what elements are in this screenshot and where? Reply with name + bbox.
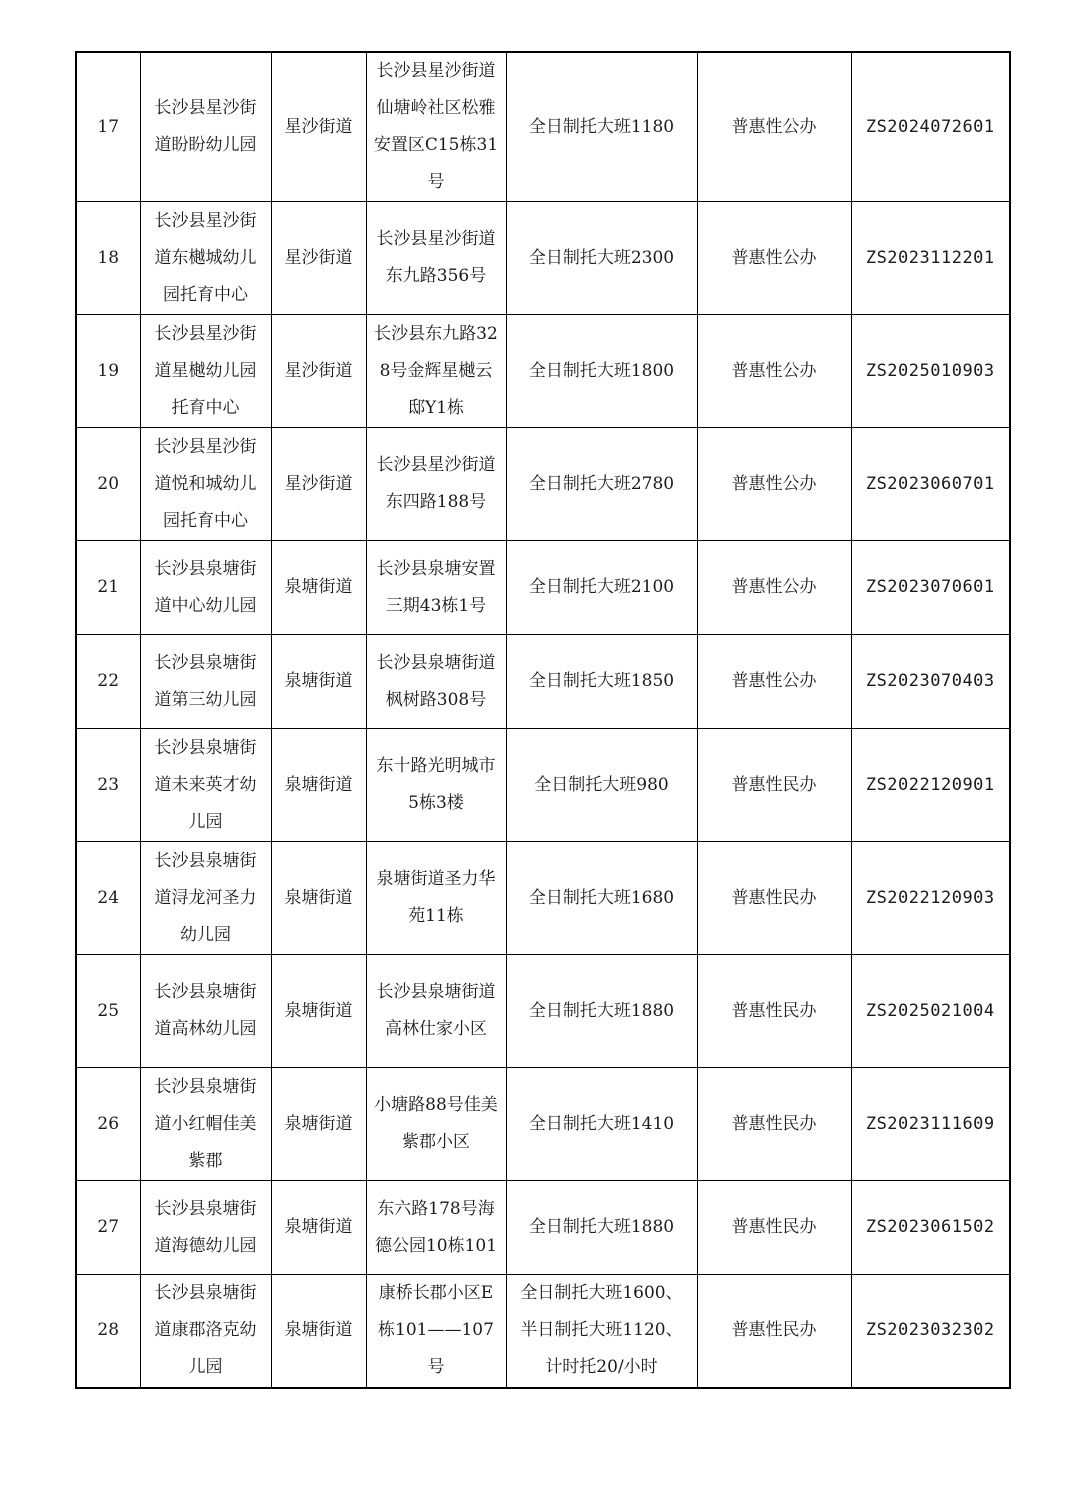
cell-index: 25 — [76, 955, 140, 1068]
cell-fee: 全日制托大班1180 — [506, 52, 697, 202]
cell-registration-code: ZS2023060701 — [851, 428, 1010, 541]
cell-index: 26 — [76, 1068, 140, 1181]
cell-registration-code: ZS2023061502 — [851, 1181, 1010, 1275]
cell-street: 泉塘街道 — [271, 1068, 366, 1181]
cell-registration-code: ZS2024072601 — [851, 52, 1010, 202]
cell-institution-name: 长沙县泉塘街道高林幼儿园 — [140, 955, 271, 1068]
cell-index: 21 — [76, 541, 140, 635]
cell-institution-name: 长沙县星沙街道盼盼幼儿园 — [140, 52, 271, 202]
cell-index: 28 — [76, 1275, 140, 1388]
cell-street: 泉塘街道 — [271, 842, 366, 955]
cell-type: 普惠性民办 — [697, 1068, 851, 1181]
cell-street: 星沙街道 — [271, 315, 366, 428]
cell-index: 17 — [76, 52, 140, 202]
cell-index: 22 — [76, 635, 140, 729]
cell-registration-code: ZS2025021004 — [851, 955, 1010, 1068]
cell-institution-name: 长沙县星沙街道东樾城幼儿园托育中心 — [140, 202, 271, 315]
cell-institution-name: 长沙县泉塘街道未来英才幼儿园 — [140, 729, 271, 842]
cell-address: 泉塘街道圣力华苑11栋 — [366, 842, 506, 955]
cell-registration-code: ZS2022120901 — [851, 729, 1010, 842]
table-row — [76, 1181, 1010, 1275]
table-row — [76, 1068, 1010, 1181]
cell-fee: 全日制托大班2780 — [506, 428, 697, 541]
cell-fee: 全日制托大班1880 — [506, 1181, 697, 1275]
table-row — [76, 202, 1010, 315]
cell-registration-code: ZS2022120903 — [851, 842, 1010, 955]
cell-index: 18 — [76, 202, 140, 315]
cell-institution-name: 长沙县泉塘街道小红帽佳美紫郡 — [140, 1068, 271, 1181]
cell-index: 23 — [76, 729, 140, 842]
cell-address: 长沙县泉塘街道高林仕家小区 — [366, 955, 506, 1068]
cell-street: 泉塘街道 — [271, 541, 366, 635]
cell-address: 长沙县星沙街道东四路188号 — [366, 428, 506, 541]
cell-address: 东十路光明城市5栋3楼 — [366, 729, 506, 842]
cell-street: 泉塘街道 — [271, 729, 366, 842]
cell-type: 普惠性民办 — [697, 955, 851, 1068]
cell-type: 普惠性公办 — [697, 428, 851, 541]
cell-index: 27 — [76, 1181, 140, 1275]
cell-address: 长沙县东九路328号金辉星樾云邸Y1栋 — [366, 315, 506, 428]
cell-fee: 全日制托大班1880 — [506, 955, 697, 1068]
table-body — [76, 52, 1010, 1388]
cell-street: 泉塘街道 — [271, 955, 366, 1068]
table-row — [76, 729, 1010, 842]
cell-street: 星沙街道 — [271, 52, 366, 202]
cell-index: 24 — [76, 842, 140, 955]
cell-address: 长沙县泉塘街道枫树路308号 — [366, 635, 506, 729]
cell-institution-name: 长沙县星沙街道星樾幼儿园托育中心 — [140, 315, 271, 428]
cell-street: 泉塘街道 — [271, 1275, 366, 1388]
cell-registration-code: ZS2023112201 — [851, 202, 1010, 315]
cell-type: 普惠性公办 — [697, 635, 851, 729]
table-row — [76, 541, 1010, 635]
table-row — [76, 635, 1010, 729]
table-row — [76, 52, 1010, 202]
cell-street: 星沙街道 — [271, 202, 366, 315]
cell-address: 长沙县星沙街道东九路356号 — [366, 202, 506, 315]
cell-street: 星沙街道 — [271, 428, 366, 541]
cell-institution-name: 长沙县泉塘街道康郡洛克幼儿园 — [140, 1275, 271, 1388]
table-row — [76, 955, 1010, 1068]
cell-fee: 全日制托大班1600、 半日制托大班1120、 计时托20/小时 — [506, 1275, 697, 1388]
cell-registration-code: ZS2023070601 — [851, 541, 1010, 635]
cell-registration-code: ZS2023032302 — [851, 1275, 1010, 1388]
cell-type: 普惠性民办 — [697, 842, 851, 955]
cell-institution-name: 长沙县泉塘街道第三幼儿园 — [140, 635, 271, 729]
cell-fee: 全日制托大班2100 — [506, 541, 697, 635]
cell-type: 普惠性公办 — [697, 315, 851, 428]
cell-fee: 全日制托大班980 — [506, 729, 697, 842]
cell-registration-code: ZS2023070403 — [851, 635, 1010, 729]
table-row — [76, 315, 1010, 428]
cell-type: 普惠性公办 — [697, 541, 851, 635]
cell-street: 泉塘街道 — [271, 1181, 366, 1275]
table-row — [76, 428, 1010, 541]
cell-index: 20 — [76, 428, 140, 541]
childcare-registry-table — [75, 51, 1011, 1389]
cell-fee: 全日制托大班2300 — [506, 202, 697, 315]
cell-institution-name: 长沙县泉塘街道浔龙河圣力幼儿园 — [140, 842, 271, 955]
table-row — [76, 842, 1010, 955]
cell-registration-code: ZS2023111609 — [851, 1068, 1010, 1181]
cell-type: 普惠性公办 — [697, 202, 851, 315]
cell-address: 长沙县星沙街道仙塘岭社区松雅安置区C15栋31号 — [366, 52, 506, 202]
table-row — [76, 1275, 1010, 1388]
cell-institution-name: 长沙县泉塘街道海德幼儿园 — [140, 1181, 271, 1275]
cell-street: 泉塘街道 — [271, 635, 366, 729]
cell-type: 普惠性民办 — [697, 1275, 851, 1388]
cell-institution-name: 长沙县星沙街道悦和城幼儿园托育中心 — [140, 428, 271, 541]
cell-type: 普惠性民办 — [697, 1181, 851, 1275]
cell-fee: 全日制托大班1680 — [506, 842, 697, 955]
cell-fee: 全日制托大班1800 — [506, 315, 697, 428]
cell-address: 长沙县泉塘安置三期43栋1号 — [366, 541, 506, 635]
cell-fee: 全日制托大班1850 — [506, 635, 697, 729]
cell-registration-code: ZS2025010903 — [851, 315, 1010, 428]
cell-institution-name: 长沙县泉塘街道中心幼儿园 — [140, 541, 271, 635]
cell-type: 普惠性民办 — [697, 729, 851, 842]
cell-fee: 全日制托大班1410 — [506, 1068, 697, 1181]
cell-address: 小塘路88号佳美紫郡小区 — [366, 1068, 506, 1181]
cell-type: 普惠性公办 — [697, 52, 851, 202]
cell-address: 东六路178号海德公园10栋101 — [366, 1181, 506, 1275]
cell-address: 康桥长郡小区E栋101——107号 — [366, 1275, 506, 1388]
cell-index: 19 — [76, 315, 140, 428]
